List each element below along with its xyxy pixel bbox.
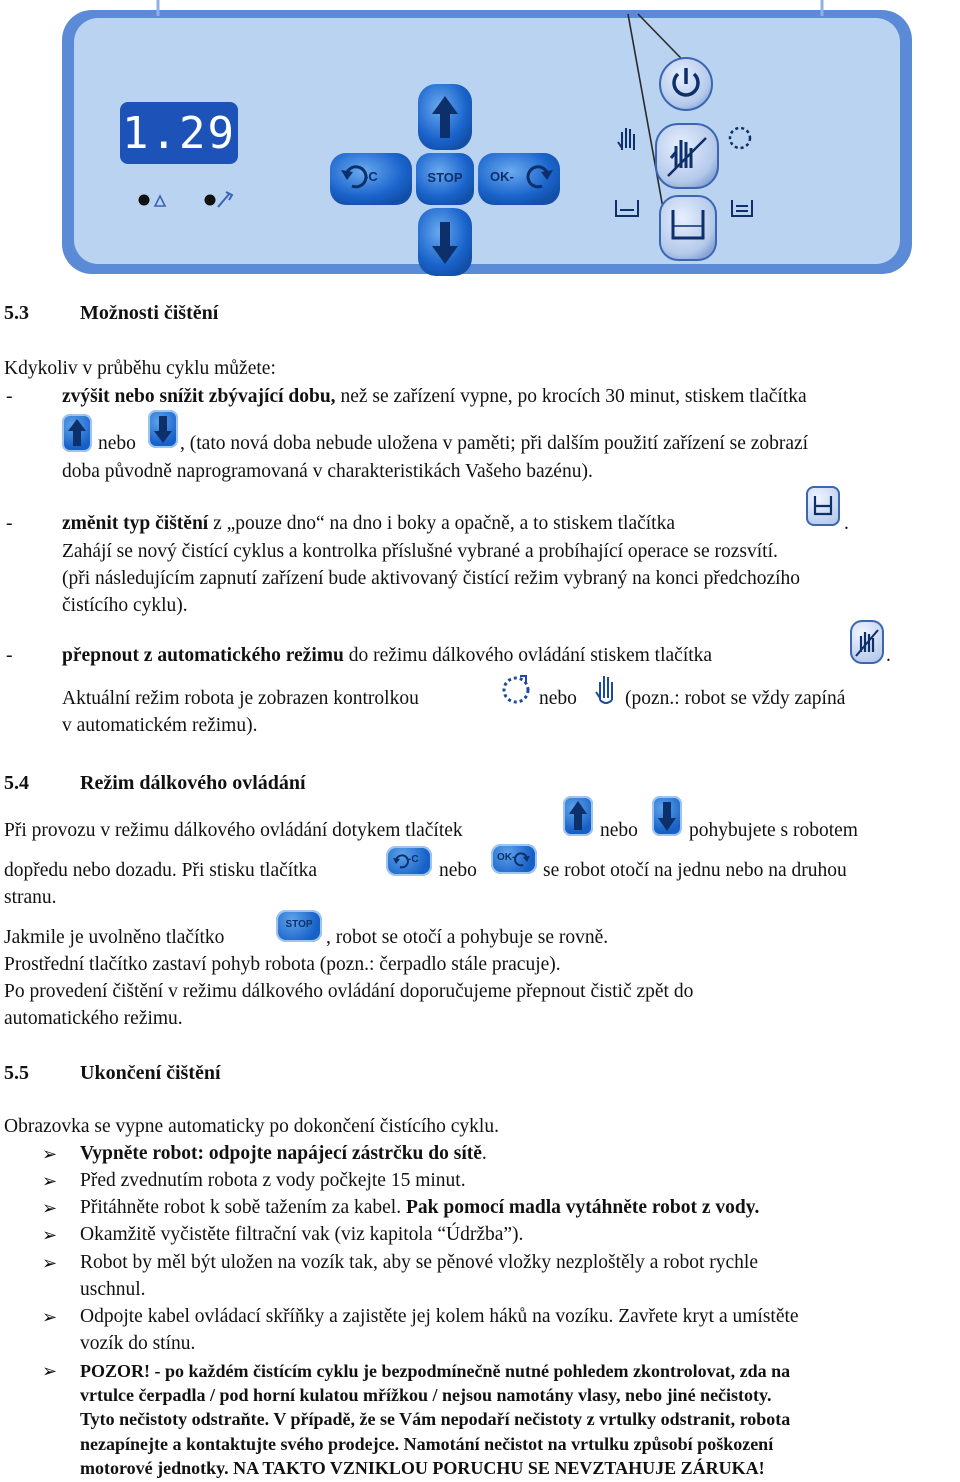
rotate-right-button[interactable]	[478, 153, 560, 205]
text: se robot otočí na jednu nebo na druhou	[543, 860, 847, 881]
warning-line: POZOR! - po každém čistícím cyklu je bezpodmínečně nutné pohledem zkontrolovat, zda na	[80, 1361, 791, 1381]
bullet-arrow-icon: ➢	[42, 1253, 58, 1274]
stop-button[interactable]	[416, 153, 474, 205]
intro-text: Obrazovka se vypne automaticky po dokončení čistícího cyklu.	[4, 1116, 499, 1137]
warning-line: vrtulce čerpadla / pod horní kulatou mřížkou / nejsou namotány vlasy, nebo jiné nečistoty.	[80, 1385, 772, 1405]
paragraph-line: Prostřední tlačítko zastaví pohyb robota (pozn.: čerpadlo stále pracuje).	[4, 954, 561, 975]
text: .	[481, 1143, 487, 1164]
section-title: Možnosti čištění	[80, 302, 219, 324]
paragraph-line	[62, 386, 807, 408]
text: .	[844, 513, 849, 534]
stop-label: STOP	[427, 170, 463, 185]
paragraph-line: Zahájí se nový čistící cyklus a kontrolka příslušné vybrané a probíhající operace se rozsvítí.	[62, 541, 778, 562]
paragraph-line: (při následujícím zapnutí zařízení bude aktivovaný čistící režim vybraný na konci předchozího	[62, 568, 801, 589]
list-item: Před zvednutím robota z vody počkejte 15 minut.	[80, 1170, 466, 1191]
paragraph-line: dopředu nebo dozadu. Při stisku tlačítka	[4, 860, 318, 881]
warning-line: Tyto nečistoty odstraňte. V případě, že se Vám nepodaří nečistoty z vrtulky odstranit, robota	[80, 1409, 791, 1429]
text: (pozn.: robot se vždy zapíná	[625, 688, 846, 709]
cleaning-type-button[interactable]	[660, 196, 716, 260]
paragraph-line: Aktuální režim robota je zobrazen kontrolkou	[62, 688, 419, 709]
stop-button-icon	[276, 910, 322, 942]
down-button[interactable]	[418, 208, 472, 276]
text: než se zařízení vypne, po krocích 30 minut, stiskem tlačítka	[335, 386, 807, 407]
digital-display: 1.29	[122, 108, 236, 159]
text: do režimu dálkového ovládání stiskem tlačítka	[343, 645, 713, 666]
section-number: 5.3	[4, 302, 29, 324]
down-button-icon	[652, 796, 682, 836]
text: nebo	[600, 820, 638, 841]
list-item-continued: uschnul.	[80, 1279, 146, 1300]
warning-line: nezapínejte a kontaktujte svého prodejce. Namotání nečistot na vrtulku způsobí poškození	[80, 1434, 774, 1454]
text: pohybujete s robotem	[689, 820, 858, 841]
list-item: Okamžitě vyčistěte filtrační vak (viz kapitola “Údržba”).	[80, 1224, 524, 1245]
bold-phrase: změnit typ čištění	[62, 513, 209, 534]
text: z „pouze dno“ na dno i boky a opačně, a to stiskem tlačítka	[208, 513, 675, 534]
up-button-icon	[563, 796, 593, 836]
remote-mode-button[interactable]	[656, 124, 718, 188]
remote-mode-button-icon	[850, 620, 884, 664]
paragraph-line: stranu.	[4, 887, 57, 908]
text: nebo	[439, 860, 477, 881]
bold-phrase: Vypněte robot: odpojte napájecí zástrčku do sítě	[80, 1143, 482, 1164]
bullet-dash: -	[6, 513, 13, 534]
cleaning-type-button-icon	[806, 486, 840, 526]
bold-phrase: Pak pomocí madla vytáhněte robot z vody.	[405, 1197, 760, 1218]
bullet-arrow-icon: ➢	[42, 1171, 58, 1192]
warning-line: motorové jednotky. NA TAKTO VZNIKLOU PORUCHU SE NEVZTAHUJE ZÁRUKA!	[80, 1458, 765, 1478]
list-item: Robot by měl být uložen na vozík tak, aby se pěnové vložky nezploštěly a robot rychle	[80, 1252, 758, 1273]
paragraph-line: Jakmile je uvolněno tlačítko	[4, 927, 225, 948]
paragraph-line: v automatickém režimu).	[62, 715, 258, 736]
rotate-right-label: OK-	[490, 169, 514, 184]
hand-icon	[592, 670, 620, 708]
rotate-right-button-icon	[491, 844, 537, 874]
section-title: Režim dálkového ovládání	[80, 772, 306, 794]
rotate-left-button[interactable]	[330, 153, 412, 205]
section-title: Ukončení čištění	[80, 1062, 221, 1084]
section-number: 5.4	[4, 772, 29, 794]
bullet-arrow-icon: ➢	[42, 1307, 58, 1328]
text: , robot se otočí a pohybuje se rovně.	[326, 927, 609, 948]
section-number: 5.5	[4, 1062, 29, 1084]
paragraph-line: Při provozu v režimu dálkového ovládání dotykem tlačítek	[4, 820, 463, 841]
bullet-arrow-icon: ➢	[42, 1198, 58, 1219]
text: Přitáhněte robot k sobě tažením za kabel.	[80, 1197, 406, 1218]
bullet-arrow-icon: ➢	[42, 1144, 58, 1165]
paragraph-line: Po provedení čištění v režimu dálkového ovládání doporučujeme přepnout čistič zpět do	[4, 981, 694, 1002]
paragraph-line: čistícího cyklu).	[62, 595, 188, 616]
list-item	[80, 1143, 487, 1165]
bullet-dash: -	[6, 645, 13, 666]
bullet-arrow-icon: ➢	[42, 1225, 58, 1246]
stop-label: STOP	[285, 919, 313, 930]
rotate-left-label: -C	[408, 854, 419, 865]
rotate-right-label: OK-	[497, 852, 516, 863]
bullet-dash: -	[6, 386, 13, 407]
up-button[interactable]	[418, 84, 472, 150]
text: nebo	[539, 688, 577, 709]
paragraph-line: automatického režimu.	[4, 1008, 183, 1029]
list-item: Odpojte kabel ovládací skříňky a zajistěte jej kolem háků na vozíku. Zavřete kryt a umístěte	[80, 1306, 799, 1327]
down-button-icon	[148, 410, 178, 448]
list-item	[80, 1197, 759, 1219]
paragraph-line	[62, 513, 675, 535]
bullet-arrow-icon: ➢	[42, 1361, 58, 1382]
rotate-left-label: -C	[364, 169, 378, 184]
rotate-left-button-icon	[386, 846, 432, 876]
paragraph-line: , (tato nová doba nebude uložena v paměti; při dalším použití zařízení se zobrazí	[180, 433, 809, 454]
control-panel-illustration	[0, 0, 960, 282]
power-button[interactable]	[660, 58, 712, 110]
bold-phrase: přepnout z automatického režimu	[62, 645, 344, 666]
intro-text: Kdykoliv v průběhu cyklu můžete:	[4, 358, 276, 379]
text: .	[886, 645, 891, 666]
up-button-icon	[62, 414, 92, 452]
auto-mode-icon	[498, 670, 534, 706]
bold-phrase: zvýšit nebo snížit zbývající dobu,	[62, 386, 336, 407]
paragraph-line	[62, 645, 712, 667]
list-item-continued: vozík do stínu.	[80, 1333, 196, 1354]
paragraph-line: doba původně naprogramovaná v charakteristikách Vašeho bazénu).	[62, 461, 593, 482]
text: nebo	[98, 433, 136, 454]
